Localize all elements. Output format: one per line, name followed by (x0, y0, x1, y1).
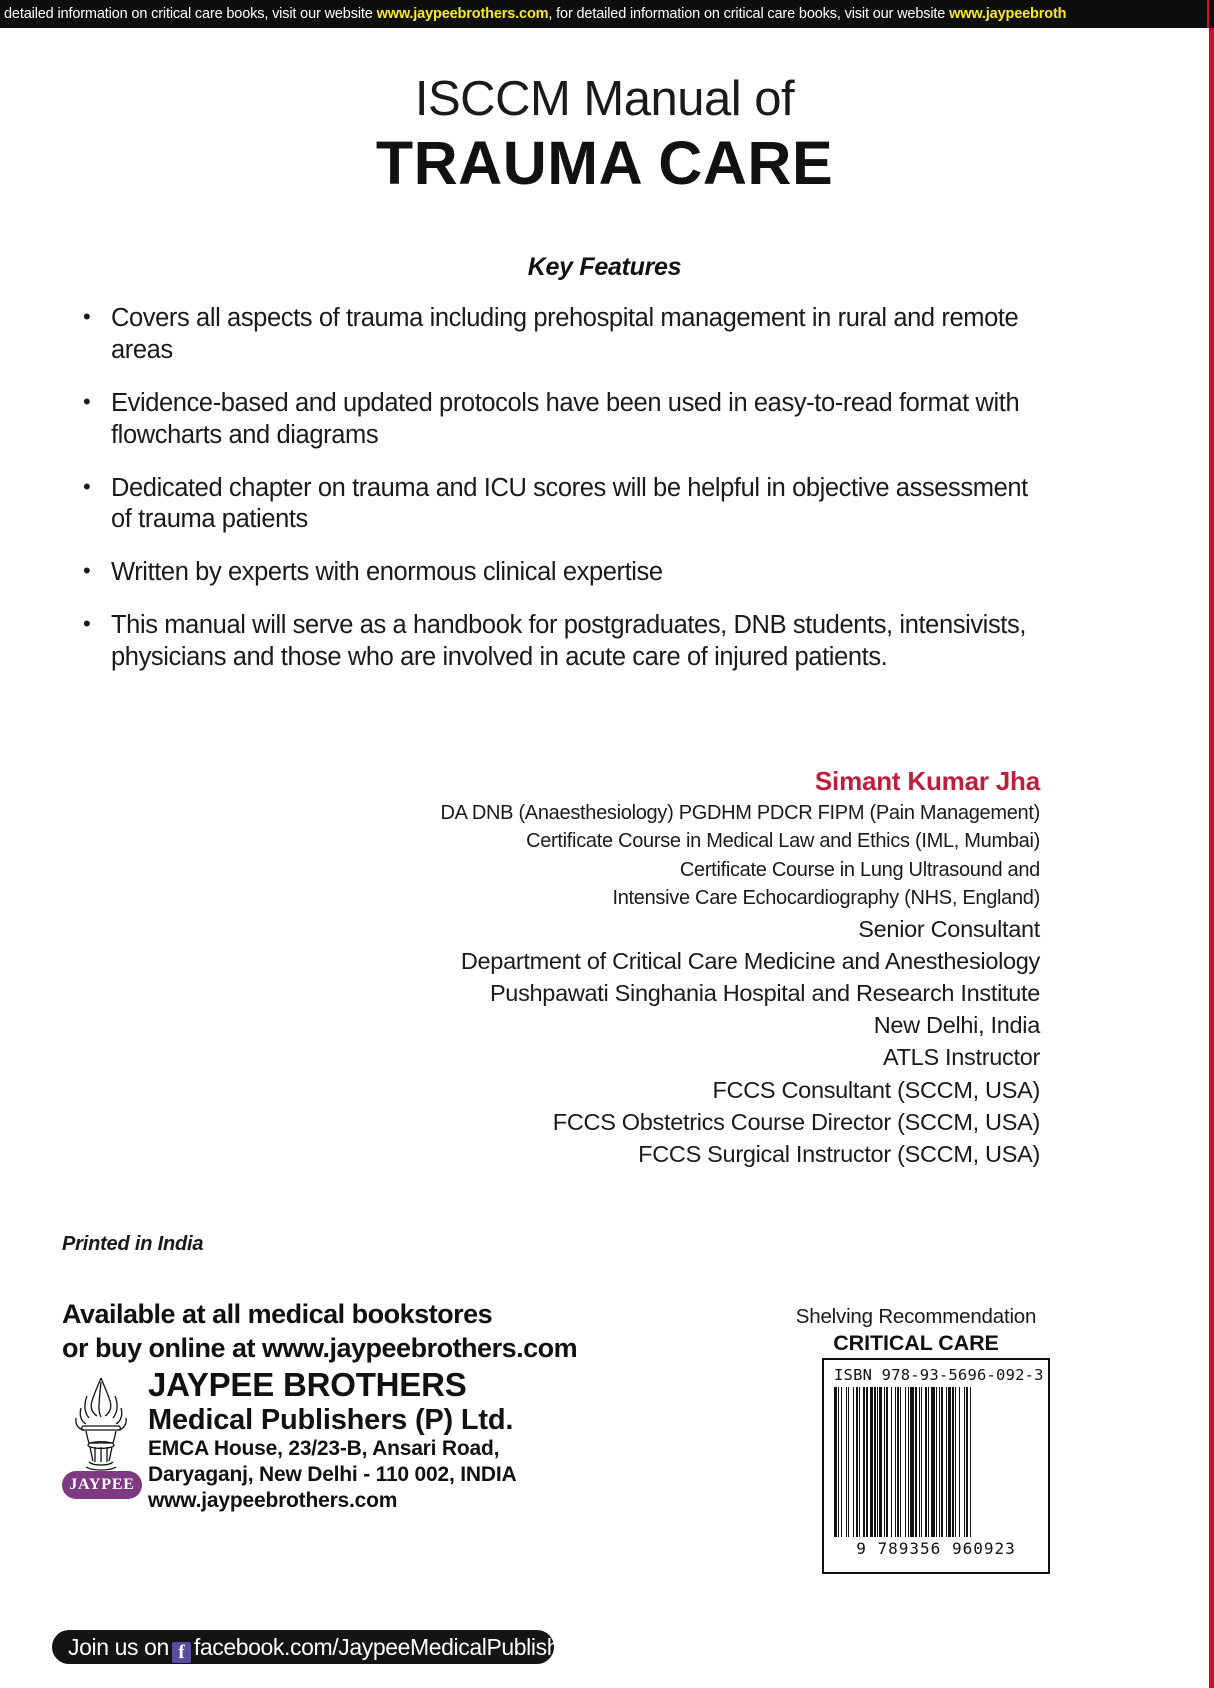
promo-strip (0, 0, 1214, 28)
bullet-icon: • (83, 558, 91, 584)
promo-text-before: detailed information on critical care books, visit our website (4, 6, 377, 22)
author-affiliation: Pushpawati Singhania Hospital and Research Institute (489, 979, 1040, 1006)
list-item (78, 388, 1053, 452)
facebook-url[interactable]: facebook.com/JaypeeMedicalPublishers (193, 1634, 590, 1660)
shelving-recommendation (780, 1305, 1052, 1356)
author-block (300, 766, 1040, 1170)
author-affiliation: FCCS Surgical Instructor (SCCM, USA) (638, 1140, 1040, 1167)
feature-text: Dedicated chapter on trauma and ICU scores will be helpful in objective assessment of trauma patients (111, 473, 1028, 534)
author-credential: Certificate Course in Lung Ultrasound and (679, 858, 1040, 881)
publisher-text (148, 1368, 588, 1514)
availability-line-1: Available at all medical bookstores (62, 1299, 493, 1329)
title-subtitle: ISCCM Manual of (414, 72, 795, 126)
facebook-bar[interactable] (52, 1630, 590, 1664)
feature-text: This manual will serve as a handbook for postgraduates, DNB students, intensivists, physicians and those who are involved in acute care of injured patients. (111, 611, 1027, 671)
key-features-heading: Key Features (527, 253, 682, 281)
list-item (78, 610, 1053, 674)
author-credential: Certificate Course in Medical Law and Ethics (IML, Mumbai) (526, 830, 1040, 853)
barcode-digits: 9 789356 960923 (856, 1539, 1016, 1558)
author-credential: Intensive Care Echocardiography (NHS, England) (612, 887, 1040, 910)
author-affiliation: New Delhi, India (873, 1012, 1040, 1039)
author-affiliation: FCCS Consultant (SCCM, USA) (712, 1076, 1040, 1103)
availability-line-2: or buy online at www.jaypeebrothers.com (62, 1332, 578, 1363)
jaypee-badge: JAYPEE (62, 1471, 142, 1499)
barcode-bars (834, 1387, 1038, 1537)
author-affiliation: FCCS Obstetrics Course Director (SCCM, USA) (552, 1108, 1040, 1135)
author-credential: DA DNB (Anaesthesiology) PGDHM PDCR FIPM (Pain Management) (440, 802, 1040, 824)
bullet-icon: • (83, 611, 91, 637)
title-main: TRAUMA CARE (375, 128, 834, 197)
feature-text: Covers all aspects of trauma including prehospital management in rural and remote areas (111, 304, 1019, 364)
publisher-address-line-2: Daryaganj, New Delhi - 110 002, INDIA (148, 1463, 517, 1487)
publisher-block (58, 1368, 588, 1514)
lamp-flame-icon (68, 1374, 134, 1472)
publisher-name-secondary: Medical Publishers (P) Ltd. (148, 1403, 514, 1436)
author-name: Simant Kumar Jha (814, 766, 1040, 796)
facebook-prefix: Join us on (68, 1634, 169, 1660)
bullet-icon: • (83, 304, 91, 329)
jaypee-logo (62, 1374, 142, 1499)
author-affiliation: ATLS Instructor (882, 1044, 1040, 1071)
book-title-block (0, 72, 1209, 197)
spine-edge-accent (1207, 0, 1209, 28)
shelving-value: CRITICAL CARE (833, 1330, 999, 1355)
spine-red-rule (1209, 28, 1214, 1688)
publisher-name-primary: JAYPEE BROTHERS (148, 1366, 467, 1403)
promo-link-1[interactable]: www.jaypeebrothers.com (376, 6, 549, 22)
key-features-list (78, 303, 1053, 695)
list-item (78, 303, 1053, 367)
isbn-barcode (822, 1358, 1050, 1574)
facebook-icon: f (172, 1642, 191, 1663)
promo-text-middle: , for detailed information on critical care books, visit our website (548, 6, 950, 22)
availability-block (62, 1298, 577, 1366)
printed-in-india: Printed in India (62, 1233, 204, 1255)
publisher-address-line-1: EMCA House, 23/23-B, Ansari Road, (148, 1437, 500, 1461)
feature-text: Written by experts with enormous clinical expertise (111, 558, 663, 587)
isbn-text: ISBN 978-93-5696-092-3 (834, 1366, 1044, 1384)
bullet-icon: • (83, 473, 91, 499)
author-affiliation: Department of Critical Care Medicine and Anesthesiology (460, 947, 1040, 974)
feature-text: Evidence-based and updated protocols have been used in easy-to-read format with flowcharts and diagrams (111, 388, 1020, 449)
shelving-label: Shelving Recommendation (795, 1305, 1037, 1328)
promo-link-2[interactable]: www.jaypeebroth (949, 6, 1067, 22)
list-item (78, 473, 1053, 537)
author-affiliation: Senior Consultant (858, 915, 1040, 942)
publisher-website[interactable]: www.jaypeebrothers.com (148, 1489, 398, 1513)
bullet-icon: • (83, 388, 91, 414)
list-item (78, 557, 1053, 589)
